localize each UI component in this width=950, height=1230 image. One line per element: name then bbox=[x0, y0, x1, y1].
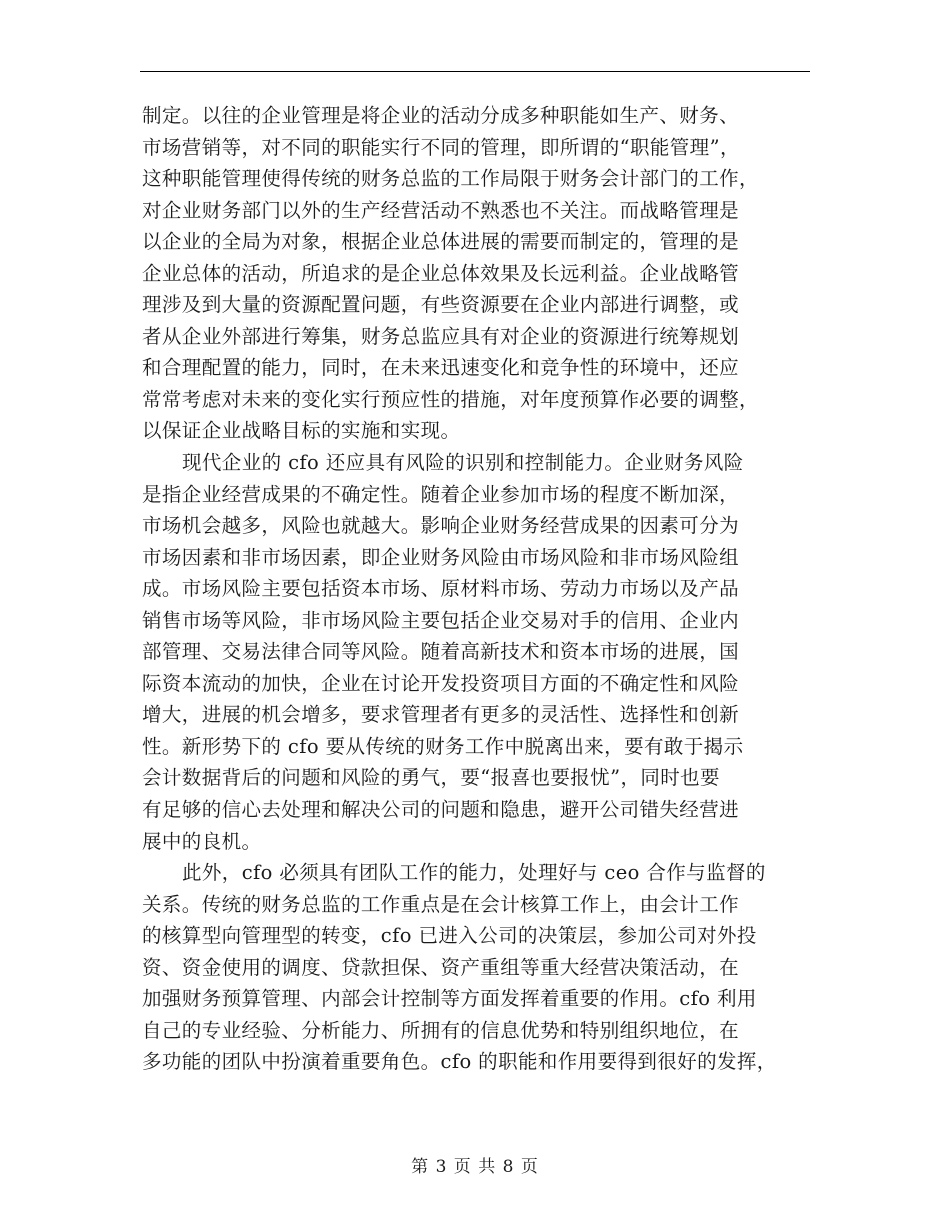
text-line: 成。市场风险主要包括资本市场、原材料市场、劳动力市场以及产品 bbox=[142, 577, 740, 601]
paragraph bbox=[142, 100, 814, 447]
text-line: 常常考虑对未来的变化实行预应性的措施，对年度预算作必要的调整， bbox=[142, 387, 759, 411]
text-line: 市场营销等，对不同的职能实行不同的管理，即所谓的“职能管理”， bbox=[142, 135, 740, 159]
paragraph bbox=[142, 857, 814, 1078]
text-line: 这种职能管理使得传统的财务总监的工作局限于财务会计部门的工作， bbox=[142, 167, 759, 191]
text-line: 对企业财务部门以外的生产经营活动不熟悉也不关注。而战略管理是 bbox=[142, 198, 740, 222]
text-line: 资、资金使用的调度、贷款担保、资产重组等重大经营决策活动，在 bbox=[142, 955, 740, 979]
text-line: 以保证企业战略目标的实施和实现。 bbox=[142, 419, 461, 443]
text-line: 际资本流动的加快，企业在讨论开发投资项目方面的不确定性和风险 bbox=[142, 671, 740, 695]
page-number-footer: 第 3 页 共 8 页 bbox=[411, 1157, 539, 1177]
text-line: 增大，进展的机会增多，要求管理者有更多的灵活性、选择性和创新 bbox=[142, 703, 740, 727]
text-line: 和合理配置的能力，同时，在未来迅速变化和竞争性的环境中，还应 bbox=[142, 356, 740, 380]
header-rule bbox=[140, 71, 810, 72]
text-line: 性。新形势下的 cfo 要从传统的财务工作中脱离出来，要有敢于揭示 bbox=[142, 734, 744, 758]
document-body bbox=[142, 100, 814, 1078]
text-line: 展中的良机。 bbox=[142, 829, 262, 853]
text-line: 现代企业的 cfo 还应具有风险的识别和控制能力。企业财务风险 bbox=[182, 451, 744, 475]
text-line: 企业总体的活动，所追求的是企业总体效果及长远利益。企业战略管 bbox=[142, 261, 740, 285]
text-line: 加强财务预算管理、内部会计控制等方面发挥着重要的作用。cfo 利用 bbox=[142, 987, 757, 1011]
text-line: 此外，cfo 必须具有团队工作的能力，处理好与 ceo 合作与监督的 bbox=[182, 861, 766, 885]
text-line: 会计数据背后的问题和风险的勇气，要“报喜也要报忧”，同时也要 bbox=[142, 766, 720, 790]
text-line: 多功能的团队中扮演着重要角色。cfo 的职能和作用要得到很好的发挥， bbox=[142, 1050, 777, 1074]
text-line: 是指企业经营成果的不确定性。随着企业参加市场的程度不断加深， bbox=[142, 482, 740, 506]
text-line: 者从企业外部进行筹集，财务总监应具有对企业的资源进行统筹规划 bbox=[142, 324, 740, 348]
text-line: 部管理、交易法律合同等风险。随着高新技术和资本市场的进展，国 bbox=[142, 640, 740, 664]
text-line: 市场机会越多，风险也就越大。影响企业财务经营成果的因素可分为 bbox=[142, 514, 740, 538]
paragraph bbox=[142, 447, 814, 857]
text-line: 有足够的信心去处理和解决公司的问题和隐患，避开公司错失经营进 bbox=[142, 798, 740, 822]
text-line: 制定。以往的企业管理是将企业的活动分成多种职能如生产、财务、 bbox=[142, 104, 740, 127]
text-line: 关系。传统的财务总监的工作重点是在会计核算工作上，由会计工作 bbox=[142, 892, 740, 916]
text-line: 销售市场等风险，非市场风险主要包括企业交易对手的信用、企业内 bbox=[142, 608, 740, 632]
text-line: 以企业的全局为对象，根据企业总体进展的需要而制定的，管理的是 bbox=[142, 230, 740, 254]
text-line: 自己的专业经验、分析能力、所拥有的信息优势和特别组织地位，在 bbox=[142, 1018, 740, 1042]
text-line: 理涉及到大量的资源配置问题，有些资源要在企业内部进行调整，或 bbox=[142, 293, 740, 317]
text-line: 的核算型向管理型的转变，cfo 已进入公司的决策层，参加公司对外投 bbox=[142, 924, 757, 948]
text-line: 市场因素和非市场因素，即企业财务风险由市场风险和非市场风险组 bbox=[142, 545, 740, 569]
